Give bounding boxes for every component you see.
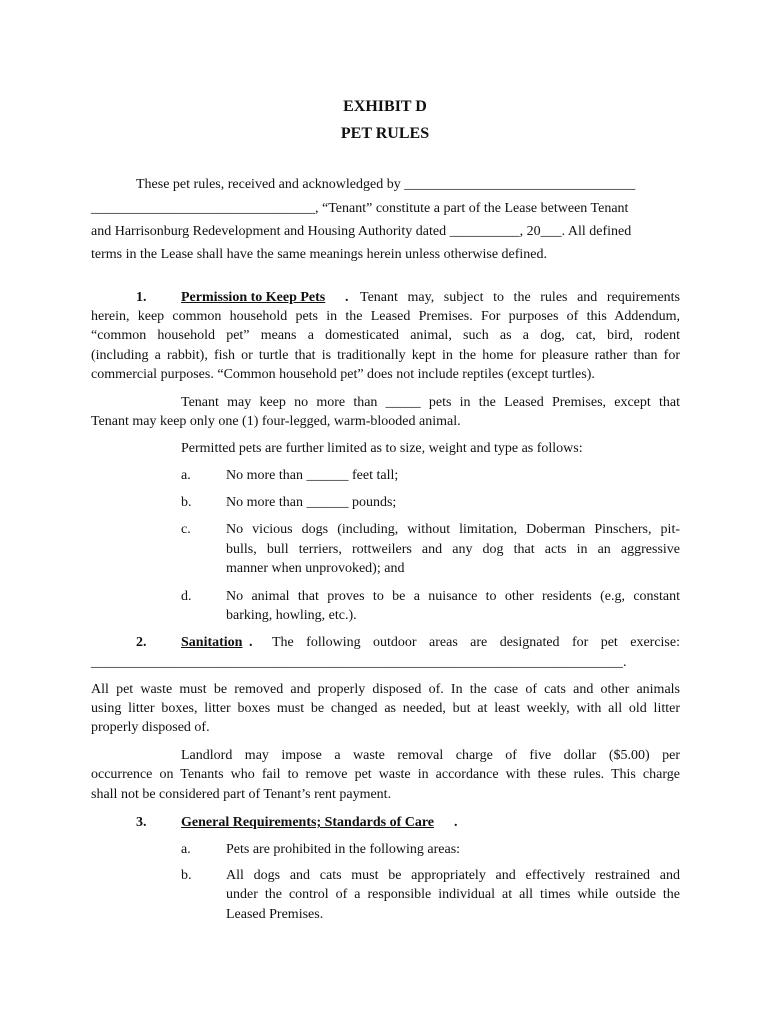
intro-line-4: terms in the Lease shall have the same meanings herein unless otherwise defined. [91, 247, 548, 262]
section-3-number: 3. [136, 815, 147, 830]
pet-limit-line-1: Tenant may keep no more than _____ pets in the Leased Premises, except that [181, 395, 680, 410]
charge-line-3: shall not be considered part of Tenant’s rent payment. [91, 787, 392, 802]
list-item-text: No more than ______ pounds; [226, 495, 397, 510]
list-marker: a. [181, 468, 191, 483]
list-item-text: manner when unprovoked); and [226, 561, 405, 576]
pet-limit-line-2: Tenant may keep only one (1) four-legged, warm-blooded animal. [91, 414, 461, 429]
permitted-pets-text: Permitted pets are further limited as to size, weight and type as follows: [181, 441, 583, 456]
section-1-line-4: (including a rabbit), fish or turtle that is traditionally kept in the home for pleasure rather than for [91, 348, 680, 363]
list-marker: c. [181, 522, 191, 537]
section-1-line-3: “common household pet” means a domesticated animal, such as a dog, cat, bird, rodent [91, 328, 680, 343]
list-item-text: bulls, bull terriers, rottweilers and any dog that acts in an aggressive [226, 542, 680, 557]
section-1-number: 1. [136, 290, 147, 305]
section-1-heading-period: . [345, 290, 349, 305]
intro-line-2: ________________________________, “Tenant” constitute a part of the Lease between Tenant [91, 201, 629, 216]
list-item-text: No animal that proves to be a nuisance to other residents (e.g, constant [226, 589, 680, 604]
intro-line-3: and Harrisonburg Redevelopment and Housing Authority dated __________, 20___. All defined [91, 224, 632, 239]
list-item-text: All dogs and cats must be appropriately and effectively restrained and [226, 868, 680, 883]
section-2-heading: Sanitation [181, 635, 243, 650]
section-3-heading-period: . [454, 815, 458, 830]
list-marker: b. [181, 495, 192, 510]
section-2-line-2: ____________________________________________________________________________. [91, 655, 627, 670]
waste-line-2: using litter boxes, litter boxes must be changed as needed, but at least weekly, with all old litter [91, 701, 680, 716]
section-2-number: 2. [136, 635, 147, 650]
pet-rules-title: PET RULES [340, 125, 430, 142]
section-1-heading: Permission to Keep Pets [181, 290, 326, 305]
charge-line-1: Landlord may impose a waste removal charge of five dollar ($5.00) per [181, 748, 680, 763]
list-marker: d. [181, 589, 192, 604]
list-marker: a. [181, 842, 191, 857]
waste-line-3: properly disposed of. [91, 720, 210, 735]
section-2-heading-period: . [249, 635, 253, 650]
list-item-text: Pets are prohibited in the following areas: [226, 842, 461, 857]
section-1-line-1: Tenant may, subject to the rules and requirements [360, 290, 680, 305]
section-3-heading: General Requirements; Standards of Care [181, 815, 435, 830]
list-item-text: No vicious dogs (including, without limitation, Doberman Pinschers, pit- [226, 522, 680, 537]
exhibit-title: EXHIBIT D [343, 98, 427, 115]
waste-line-1: All pet waste must be removed and properly disposed of. In the case of cats and other animals [91, 682, 680, 697]
list-item-text: No more than ______ feet tall; [226, 468, 399, 483]
list-item-text: under the control of a responsible individual at all times while outside the [226, 887, 680, 902]
section-1-line-2: herein, keep common household pets in the Leased Premises. For purposes of this Addendum, [91, 309, 680, 324]
intro-line-1: These pet rules, received and acknowledged by _________________________________ [136, 177, 636, 192]
charge-line-2: occurrence on Tenants who fail to remove pet waste in accordance with these rules. This charge [91, 767, 680, 782]
list-marker: b. [181, 868, 192, 883]
section-2-line-1: The following outdoor areas are designated for pet exercise: [272, 635, 680, 650]
list-item-text: barking, howling, etc.). [226, 608, 357, 623]
list-item-text: Leased Premises. [226, 907, 324, 922]
section-1-line-5: commercial purposes. “Common household pet” does not include reptiles (except turtles). [91, 367, 595, 382]
